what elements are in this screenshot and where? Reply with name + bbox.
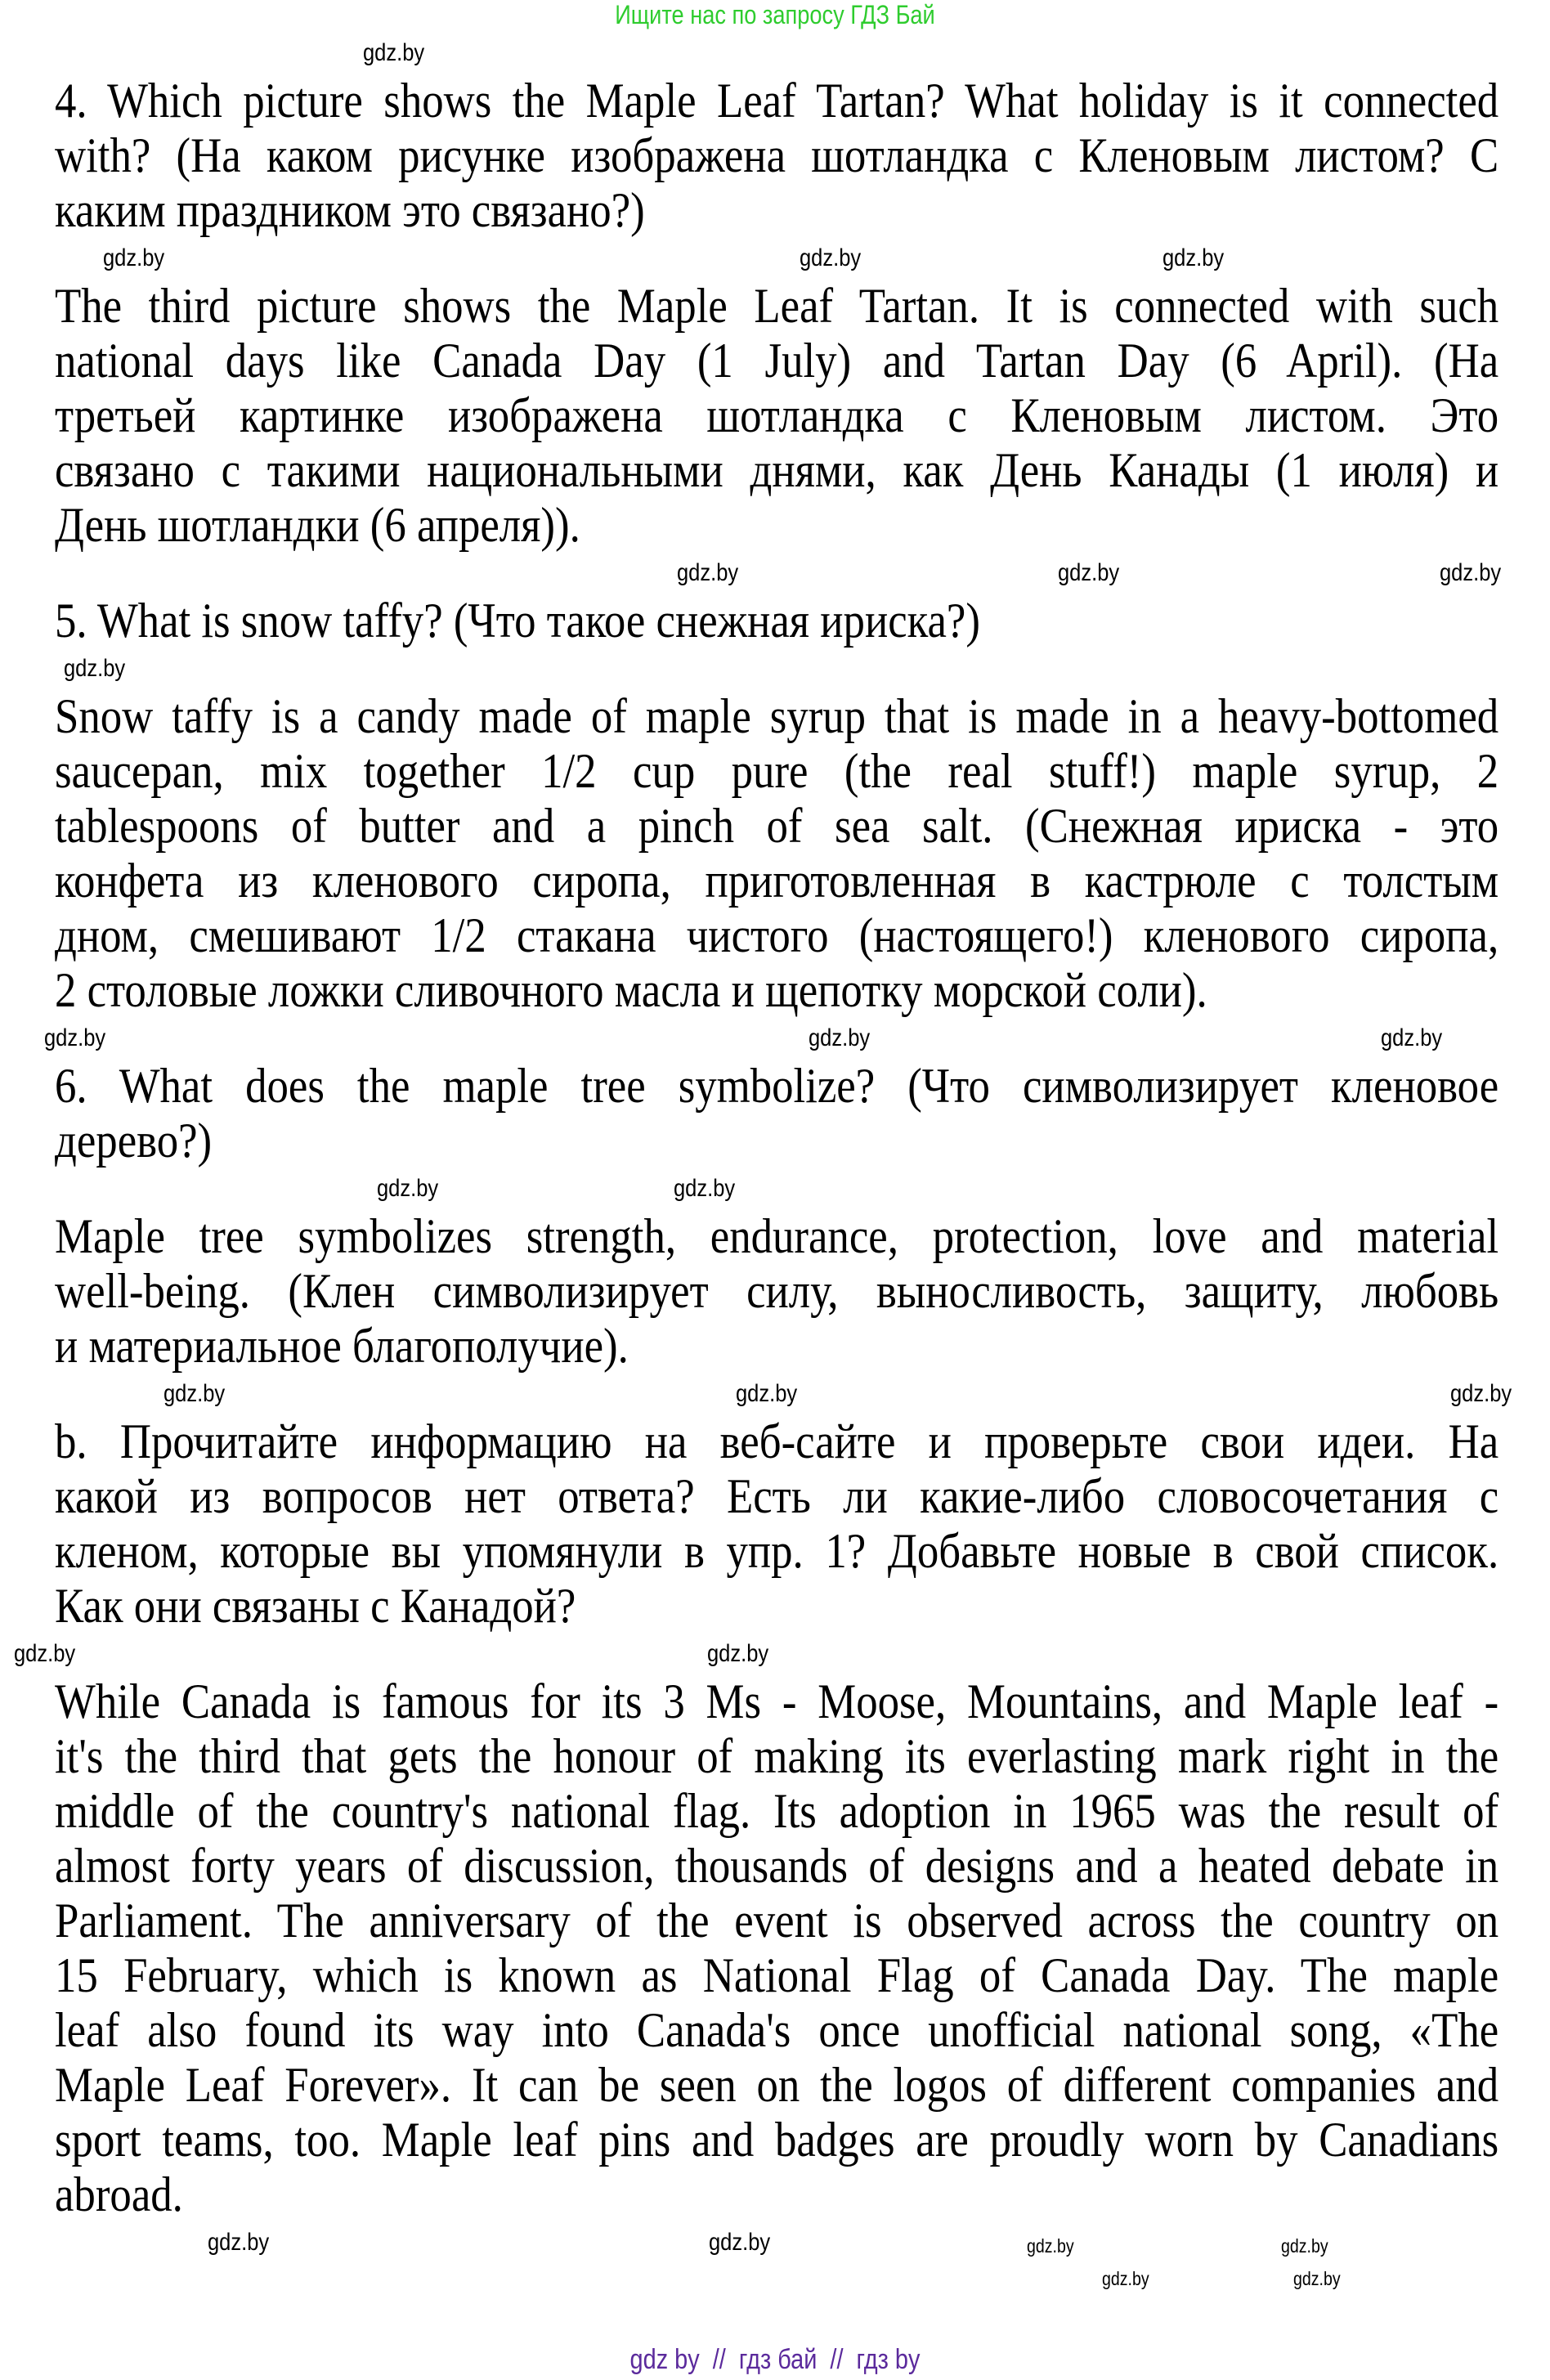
document-body [0, 33, 1550, 2288]
text-line: дерево?) [55, 1114, 213, 1168]
paragraph [55, 1674, 1498, 2222]
text-line: конфета из кленового сиропа, приготовленная в кастрюле с толстым [55, 854, 1499, 908]
watermark-row [0, 1634, 1550, 1674]
paragraph [55, 1059, 1498, 1168]
text-line: leaf also found its way into Canada's once unofficial national song, «The [55, 2003, 1499, 2057]
text-line: almost forty years of discussion, thousands of designs and a heated debate in [55, 1839, 1499, 1893]
watermark: gdz.by [64, 655, 126, 682]
watermark: gdz.by [164, 1380, 226, 1407]
watermark-row [0, 1018, 1550, 1059]
watermark: gdz.by [736, 1380, 798, 1407]
text-line: дном, смешивают 1/2 стакана чистого (настоящего!) кленового сиропа, [55, 908, 1499, 962]
text-line: 2 столовые ложки сливочного масла и щепотку морской соли). [55, 963, 1207, 1017]
watermark: gdz.by [1027, 2235, 1074, 2257]
text-line: 6. What does the maple tree symbolize? (Что символизирует кленовое [55, 1059, 1499, 1113]
watermark: gdz.by [1102, 2268, 1149, 2289]
paragraph [55, 1414, 1498, 1634]
text-line: связано с такими национальными днями, как День Канады (1 июля) и [55, 443, 1499, 497]
watermark: gdz.by [674, 1175, 736, 1202]
text-line: national days like Canada Day (1 July) and Tartan Day (6 April). (На [55, 334, 1499, 388]
text-line: abroad. [55, 2167, 183, 2221]
footer-links[interactable]: gdz by // гдз бай // гдз by [629, 2344, 921, 2375]
text-line: well-being. (Клен символизирует силу, выносливость, защиту, любовь [55, 1264, 1499, 1318]
text-line: третьей картинке изображена шотландка с Кленовым листом. Это [55, 388, 1499, 442]
text-line: Maple tree symbolizes strength, endurance, protection, love and material [55, 1209, 1499, 1263]
watermark: gdz.by [1162, 244, 1225, 271]
watermark: gdz.by [1440, 559, 1502, 586]
paragraph [55, 594, 1498, 648]
watermark: gdz.by [1450, 1380, 1512, 1407]
text-line: кленом, которые вы упомянули в упр. 1? Добавьте новые в свой список. [55, 1524, 1499, 1578]
text-line: sport teams, too. Maple leaf pins and badges are proudly worn by Canadians [55, 2113, 1499, 2167]
text-line: it's the third that gets the honour of making its everlasting mark right in the [55, 1729, 1499, 1783]
text-line: День шотландки (6 апреля)). [55, 498, 580, 552]
text-line: Как они связаны с Канадой? [55, 1579, 576, 1633]
watermark-row [0, 1168, 1550, 1209]
text-line: While Canada is famous for its 3 Ms - Moose, Mountains, and Maple leaf - [55, 1674, 1499, 1728]
text-line: b. Прочитайте информацию на веб-сайте и проверьте свои идеи. На [55, 1414, 1499, 1468]
watermark: gdz.by [809, 1024, 871, 1051]
watermark-row [0, 238, 1550, 279]
text-line: tablespoons of butter and a pinch of sea salt. (Снежная ириска - это [55, 799, 1499, 853]
watermark: gdz.by [363, 39, 425, 66]
watermark: gdz.by [1293, 2268, 1341, 2289]
watermark: gdz.by [1381, 1024, 1443, 1051]
watermark: gdz.by [1281, 2235, 1328, 2257]
watermark: gdz.by [1058, 559, 1120, 586]
watermark: gdz.by [707, 1640, 769, 1667]
watermark: gdz.by [44, 1024, 106, 1051]
watermark-row [0, 1374, 1550, 1414]
text-line: Snow taffy is a candy made of maple syrup that is made in a heavy-bottomed [55, 689, 1499, 743]
watermark-row [0, 648, 1550, 689]
search-banner: Ищите нас по запросу ГДЗ Бай [615, 0, 935, 29]
paragraph [55, 689, 1498, 1018]
watermark-row [0, 33, 1550, 74]
text-line: with? (На каком рисунке изображена шотландка с Кленовым листом? С [55, 128, 1499, 182]
watermark: gdz.by [377, 1175, 439, 1202]
watermark-row [0, 2222, 1550, 2255]
paragraph [55, 279, 1498, 553]
watermark-row [0, 553, 1550, 594]
watermark: gdz.by [800, 244, 862, 271]
paragraph [55, 1209, 1498, 1374]
watermark: gdz.by [14, 1640, 76, 1667]
watermark: gdz.by [677, 559, 739, 586]
text-line: и материальное благополучие). [55, 1319, 629, 1373]
text-line: 15 February, which is known as National Flag of Canada Day. The maple [55, 1948, 1499, 2002]
text-line: какой из вопросов нет ответа? Есть ли какие-либо словосочетания с [55, 1469, 1499, 1523]
text-line: Parliament. The anniversary of the event is observed across the country on [55, 1894, 1499, 1947]
text-line: saucepan, mix together 1/2 cup pure (the real stuff!) maple syrup, 2 [55, 744, 1499, 798]
text-line: Maple Leaf Forever». It can be seen on the logos of different companies and [55, 2058, 1499, 2112]
watermark: gdz.by [709, 2229, 771, 2256]
text-line: The third picture shows the Maple Leaf Tartan. It is connected with such [55, 279, 1499, 333]
watermark: gdz.by [208, 2229, 270, 2256]
paragraph [55, 74, 1498, 238]
watermark-row [0, 2255, 1550, 2288]
text-line: каким праздником это связано?) [55, 183, 645, 237]
watermark: gdz.by [103, 244, 165, 271]
text-line: 4. Which picture shows the Maple Leaf Tartan? What holiday is it connected [55, 74, 1499, 128]
text-line: middle of the country's national flag. Its adoption in 1965 was the result of [55, 1784, 1499, 1838]
text-line: 5. What is snow taffy? (Что такое снежная ириска?) [55, 594, 980, 648]
